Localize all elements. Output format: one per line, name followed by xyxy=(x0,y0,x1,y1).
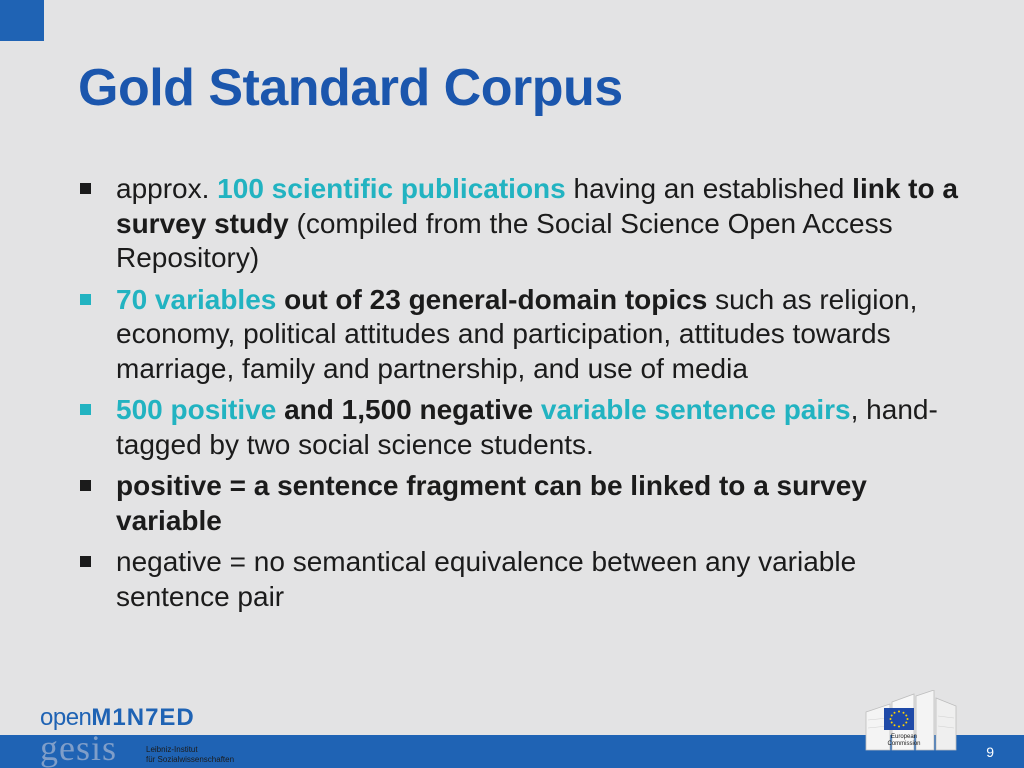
bullet-list xyxy=(78,172,958,621)
bullet-text-segment: having an established xyxy=(565,173,853,204)
bullet-item xyxy=(78,393,958,462)
square-bullet-icon xyxy=(80,404,91,415)
bullet-text-segment: variable sentence pairs xyxy=(540,394,851,425)
square-bullet-icon xyxy=(80,556,91,567)
bullet-text-segment: such as religion, economy, political attitudes and participation, attitudes towards marriage, family and partnership, and use of media xyxy=(116,283,918,384)
square-bullet-icon xyxy=(80,480,91,491)
bullet-item xyxy=(78,545,958,614)
bullet-text-segment xyxy=(276,284,284,315)
ec-caption xyxy=(884,734,924,748)
bullet-text-segment: approx. xyxy=(116,173,218,204)
bullet-text-segment: negative = no semantical equivalence between any variable sentence pair xyxy=(116,546,857,612)
slide-title: Gold Standard Corpus xyxy=(78,59,623,117)
bullet-text-segment: out of 23 general-domain topics xyxy=(284,283,708,315)
corner-accent-square xyxy=(0,0,44,41)
bullet-item xyxy=(78,469,958,538)
gesis-logo: gesis xyxy=(40,728,117,768)
square-bullet-icon xyxy=(80,294,91,305)
ec-caption-line2: Commission xyxy=(887,741,921,747)
bullet-text-segment: 70 variables xyxy=(116,283,277,315)
bullet-text-segment: and 1,500 negative xyxy=(276,394,541,425)
openminted-logo-part1: open xyxy=(40,704,92,731)
bullet-text-segment: positive = a sentence fragment can be linked to a survey variable xyxy=(116,470,867,536)
gesis-caption-line2: für Sozialwissenschaften xyxy=(146,755,235,764)
bullet-item xyxy=(78,172,958,276)
square-bullet-icon xyxy=(80,183,91,194)
bullet-text-segment: link to a survey study xyxy=(116,173,958,239)
openminted-logo-part2: M1N7ED xyxy=(91,704,195,731)
gesis-caption xyxy=(146,745,234,765)
ec-caption-line1: European xyxy=(890,734,918,740)
bullet-text-segment: 100 scientific publications xyxy=(217,173,566,204)
bullet-item xyxy=(78,283,958,387)
page-number: 9 xyxy=(986,744,994,760)
bullet-text-segment: (compiled from the Social Science Open Access Repository) xyxy=(116,207,893,273)
bullet-text-segment: 500 positive xyxy=(116,394,277,425)
bullet-text-segment: , hand-tagged by two social science students. xyxy=(116,394,938,460)
gesis-caption-line1: Leibniz-Institut xyxy=(146,745,198,754)
